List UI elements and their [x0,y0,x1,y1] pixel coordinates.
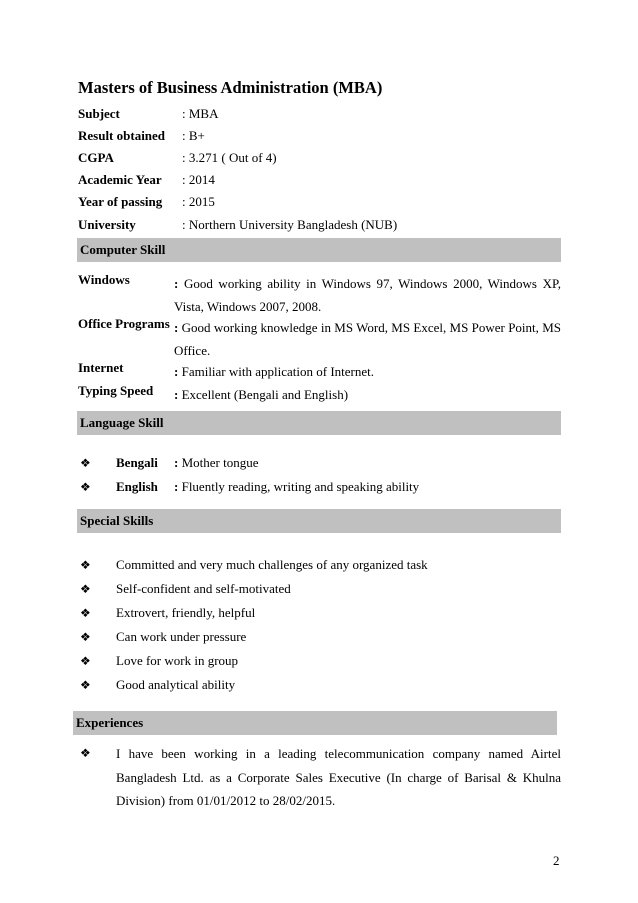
education-value: : 2015 [182,194,215,209]
education-value: : 3.271 ( Out of 4) [182,150,277,165]
skill-value [174,383,561,406]
education-value: : Northern University Bangladesh (NUB) [182,217,398,232]
diamond-bullet-icon: ❖ [80,582,91,596]
language-value [174,455,259,471]
language-name: English [116,479,158,494]
education-value: : 2014 [182,172,215,187]
diamond-bullet-icon: ❖ [80,678,91,692]
education-value: : B+ [182,128,205,143]
diamond-bullet-icon: ❖ [80,456,91,470]
education-title: Masters of Business Administration (MBA) [78,78,383,97]
skill-text: Good working knowledge in MS Word, MS Excel, MS Power Point, MS Office. [174,320,562,358]
special-skill-item: Good analytical ability [116,677,236,692]
education-label: University [78,217,136,232]
diamond-bullet-icon: ❖ [80,558,91,572]
special-skill-item: Extrovert, friendly, helpful [116,605,256,620]
diamond-bullet-icon: ❖ [80,630,91,644]
diamond-bullet-icon: ❖ [80,480,91,494]
education-label: Year of passing [78,194,163,209]
education-label: Subject [78,106,120,121]
skill-label: Internet [78,360,124,375]
skill-label: Typing Speed [78,383,154,398]
education-row-cgpa [78,150,277,166]
language-name: Bengali [116,455,158,470]
education-label: Result obtained [78,128,166,143]
diamond-bullet-icon: ❖ [80,746,91,760]
skill-text: Good working ability in Windows 97, Windows 2000, Windows XP, Vista, Windows 2007, 2008. [174,276,562,314]
experience-item: I have been working in a leading telecommunication company named Airtel Bangladesh Ltd. as a Corporate Sales Executive (In charge of Barisal & Khulna Division) from 01/01/2012 to 28/02/2015. [116,746,561,808]
education-row-university [78,217,397,233]
skill-value [174,360,561,383]
page-number: 2 [553,853,560,868]
special-skill-item: Self-confident and self-motivated [116,581,291,596]
skill-value [174,272,561,318]
experiences-heading: Experiences [73,711,557,735]
skill-colon: : [174,387,179,402]
special-skills-heading: Special Skills [77,509,561,533]
language-text: Mother tongue [181,455,259,470]
skill-value [174,316,561,362]
skill-colon: : [174,364,179,379]
education-row-result [78,128,205,144]
computer-skill-heading: Computer Skill [77,238,561,262]
skill-text: Familiar with application of Internet. [181,364,375,379]
language-text: Fluently reading, writing and speaking ability [181,479,420,494]
language-colon: : [174,455,179,470]
language-value [174,479,419,495]
skill-label: Windows [78,272,130,287]
education-label: CGPA [78,150,114,165]
skill-colon: : [174,320,179,335]
language-colon: : [174,479,179,494]
skill-colon: : [174,276,179,291]
education-row-year-of-passing [78,194,215,210]
skill-text: Excellent (Bengali and English) [181,387,349,402]
education-row-academic-year [78,172,215,188]
skill-label: Office Programs [78,316,170,331]
diamond-bullet-icon: ❖ [80,606,91,620]
language-skill-heading: Language Skill [77,411,561,435]
education-row-subject [78,106,218,122]
special-skill-item: Committed and very much challenges of any organized task [116,557,428,572]
education-value: : MBA [182,106,219,121]
special-skill-item: Can work under pressure [116,629,247,644]
education-label: Academic Year [78,172,162,187]
special-skill-item: Love for work in group [116,653,239,668]
diamond-bullet-icon: ❖ [80,654,91,668]
